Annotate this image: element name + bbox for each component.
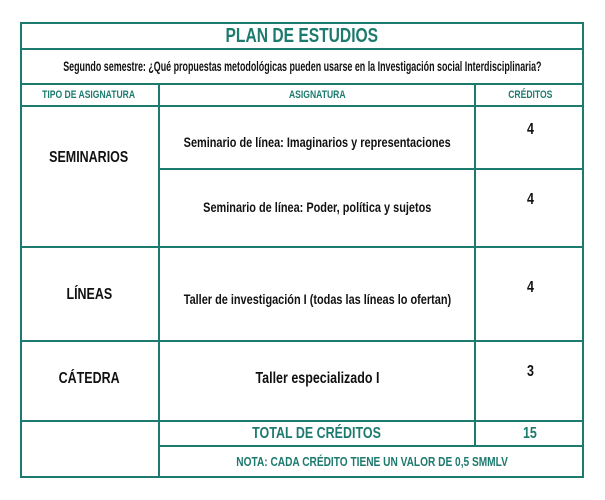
total-label: TOTAL DE CRÉDITOS xyxy=(252,424,382,442)
total-value: 15 xyxy=(523,424,537,442)
rule-below-seminarios xyxy=(20,246,584,248)
creditos-imaginarios: 4 xyxy=(526,121,534,138)
creditos-poder: 4 xyxy=(526,191,534,208)
cost-note: NOTA: CADA CRÉDITO TIENE UN VALOR DE 0,5 SMMLV xyxy=(236,454,508,469)
rule-below-headers xyxy=(20,105,584,107)
creditos-taller-investigacion: 4 xyxy=(526,279,534,296)
tipo-seminarios: SEMINARIOS xyxy=(49,149,129,166)
asignatura-taller-especializado: Taller especializado I xyxy=(255,370,379,387)
header-asignatura: ASIGNATURA xyxy=(288,89,346,101)
semester-subtitle: Segundo semestre: ¿Qué propuestas metodológicas pueden usarse en la Investigación social Interdisciplinaria? xyxy=(62,59,542,74)
creditos-taller-especializado: 3 xyxy=(526,363,534,380)
asignatura-taller-investigacion: Taller de investigación I (todas las líneas lo ofertan) xyxy=(183,291,451,307)
rule-below-lineas xyxy=(20,340,584,342)
tipo-catedra: CÁTEDRA xyxy=(58,370,120,387)
header-creditos: CRÉDITOS xyxy=(507,89,553,101)
header-tipo: TIPO DE ASIGNATURA xyxy=(42,89,136,101)
rule-seminar-split xyxy=(160,168,584,170)
tipo-lineas: LÍNEAS xyxy=(66,286,112,303)
asignatura-poder: Seminario de línea: Poder, política y sujetos xyxy=(202,199,432,215)
asignatura-imaginarios: Seminario de línea: Imaginarios y representaciones xyxy=(183,134,451,150)
page-title: PLAN DE ESTUDIOS xyxy=(225,24,379,47)
